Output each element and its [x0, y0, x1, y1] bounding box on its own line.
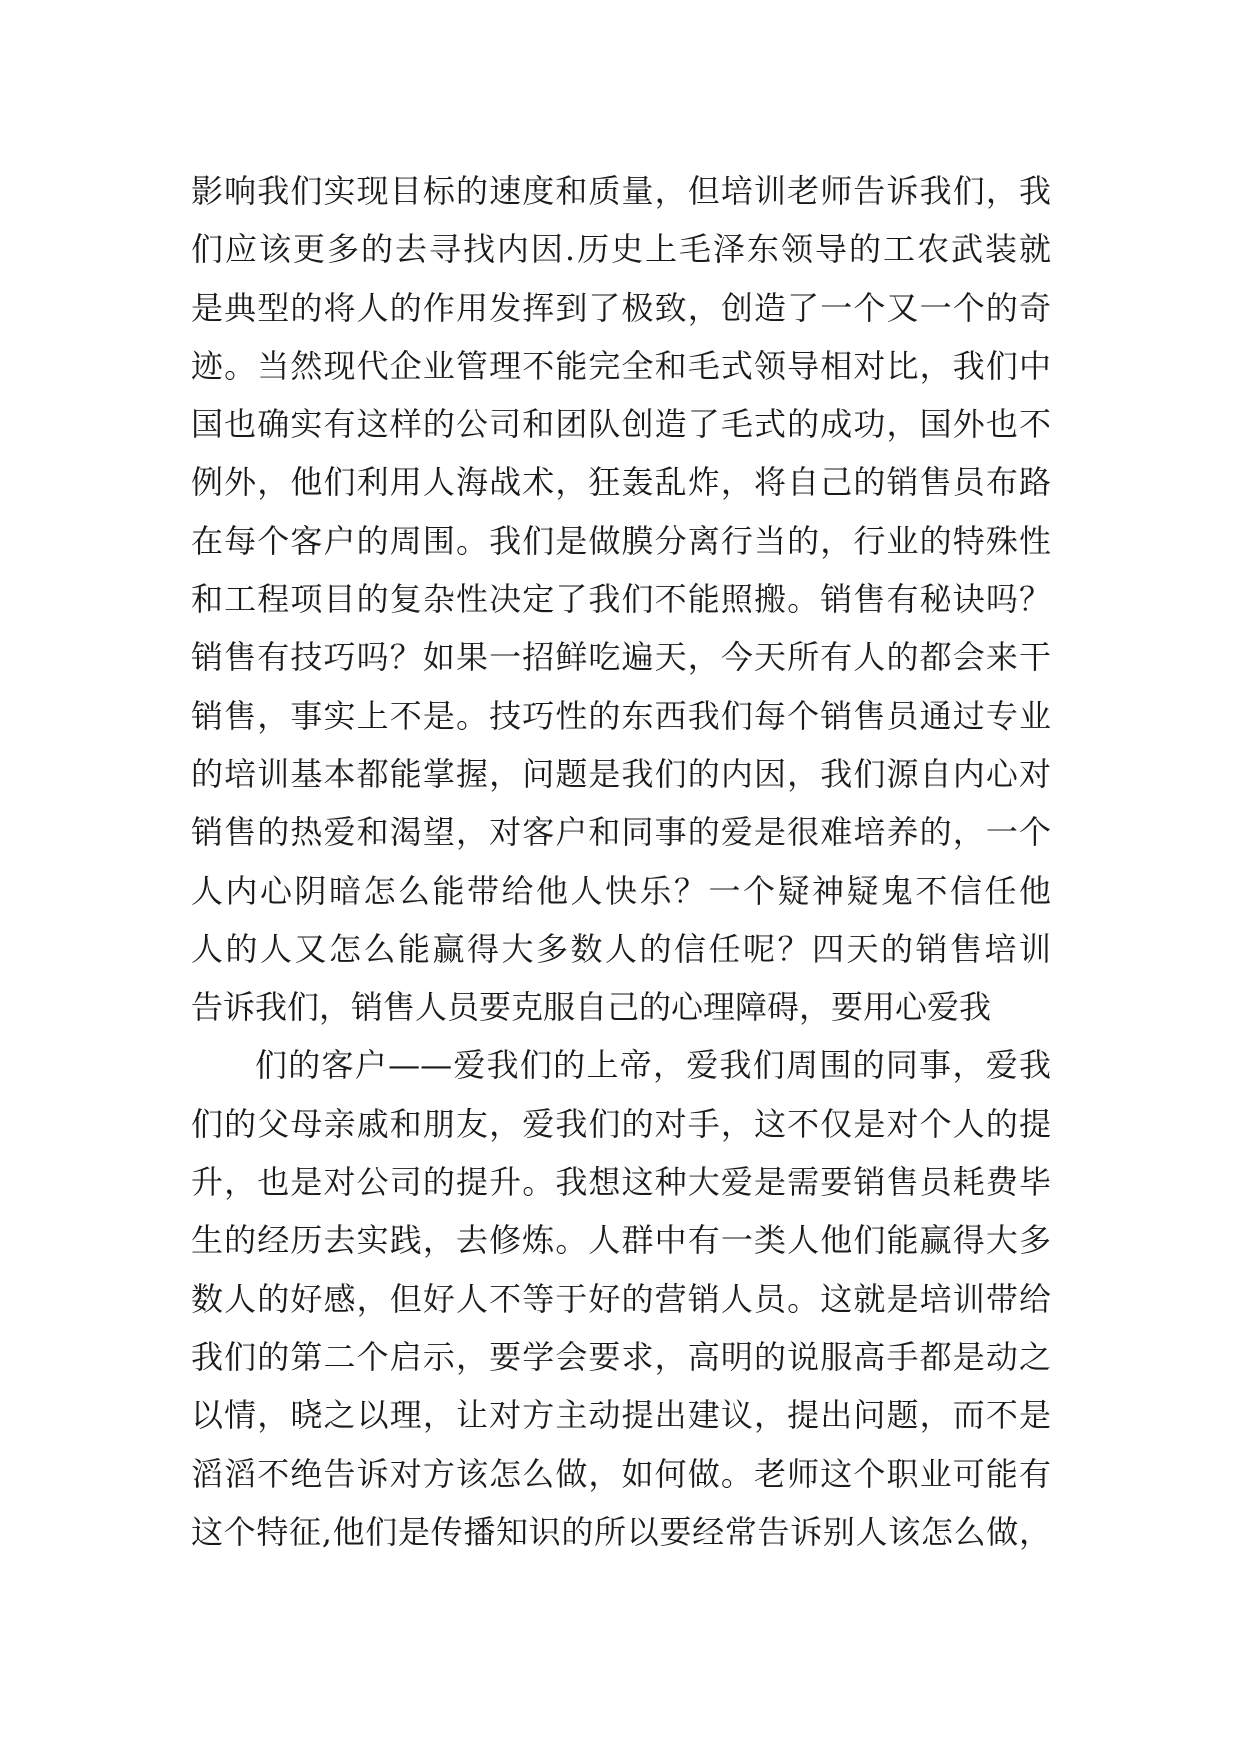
paragraph-2-line-9: 这个特征,他们是传播知识的所以要经常告诉别人该怎么做， — [191, 1512, 1051, 1551]
paragraph-2-line-3: 升，也是对公司的提升。我想这种大爱是需要销售员耗费毕 — [191, 1163, 1051, 1202]
paragraph-1-line-11: 的培训基本都能掌握，问题是我们的内因，我们源自内心对 — [191, 754, 1051, 793]
paragraph-1-line-9: 销售有技巧吗？如果一招鲜吃遍天，今天所有人的都会来干 — [191, 638, 1051, 677]
paragraph-1-line-5: 国也确实有这样的公司和团队创造了毛式的成功，国外也不 — [191, 405, 1051, 444]
paragraph-1-line-12: 销售的热爱和渴望，对客户和同事的爱是很难培养的，一个 — [191, 813, 1051, 852]
paragraph-2-line-4: 生的经历去实践，去修炼。人群中有一类人他们能赢得大多 — [191, 1221, 1051, 1260]
paragraph-1-line-7: 在每个客户的周围。我们是做膜分离行当的，行业的特殊性 — [191, 521, 1051, 560]
paragraph-2-line-6: 我们的第二个启示，要学会要求，高明的说服高手都是动之 — [191, 1337, 1051, 1376]
paragraph-1-line-10: 销售，事实上不是。技巧性的东西我们每个销售员通过专业 — [191, 696, 1051, 735]
paragraph-1-line-6: 例外，他们利用人海战术，狂轰乱炸，将自己的销售员布路 — [191, 463, 1051, 502]
paragraph-1-line-14: 人的人又怎么能赢得大多数人的信任呢？四天的销售培训 — [191, 929, 1051, 968]
body-text — [191, 162, 1051, 1561]
paragraph-2-line-8: 滔滔不绝告诉对方该怎么做，如何做。老师这个职业可能有 — [191, 1454, 1051, 1493]
paragraph-2-line-1: 们的客户——爱我们的上帝，爱我们周围的同事，爱我 — [255, 1046, 1051, 1085]
paragraph-1-line-2: 们应该更多的去寻找内因.历史上毛泽东领导的工农武装就 — [191, 230, 1051, 269]
paragraph-2-line-5: 数人的好感，但好人不等于好的营销人员。这就是培训带给 — [191, 1279, 1051, 1318]
paragraph-1-line-1: 影响我们实现目标的速度和质量，但培训老师告诉我们，我 — [191, 172, 1051, 210]
paragraph-1-line-4: 迹。当然现代企业管理不能完全和毛式领导相对比，我们中 — [191, 346, 1051, 385]
paragraph-1-line-8: 和工程项目的复杂性决定了我们不能照搬。销售有秘诀吗？ — [191, 580, 1051, 619]
paragraph-1-line-13: 人内心阴暗怎么能带给他人快乐？一个疑神疑鬼不信任他 — [191, 871, 1051, 910]
paragraph-2-line-2: 们的父母亲戚和朋友，爱我们的对手，这不仅是对个人的提 — [191, 1104, 1051, 1143]
paragraph-1-line-15: 告诉我们，销售人员要克服自己的心理障碍，要用心爱我 — [191, 988, 992, 1027]
paragraph-1-line-3: 是典型的将人的作用发挥到了极致，创造了一个又一个的奇 — [191, 288, 1051, 327]
paragraph-2-line-7: 以情，晓之以理，让对方主动提出建议，提出问题，而不是 — [191, 1396, 1051, 1435]
